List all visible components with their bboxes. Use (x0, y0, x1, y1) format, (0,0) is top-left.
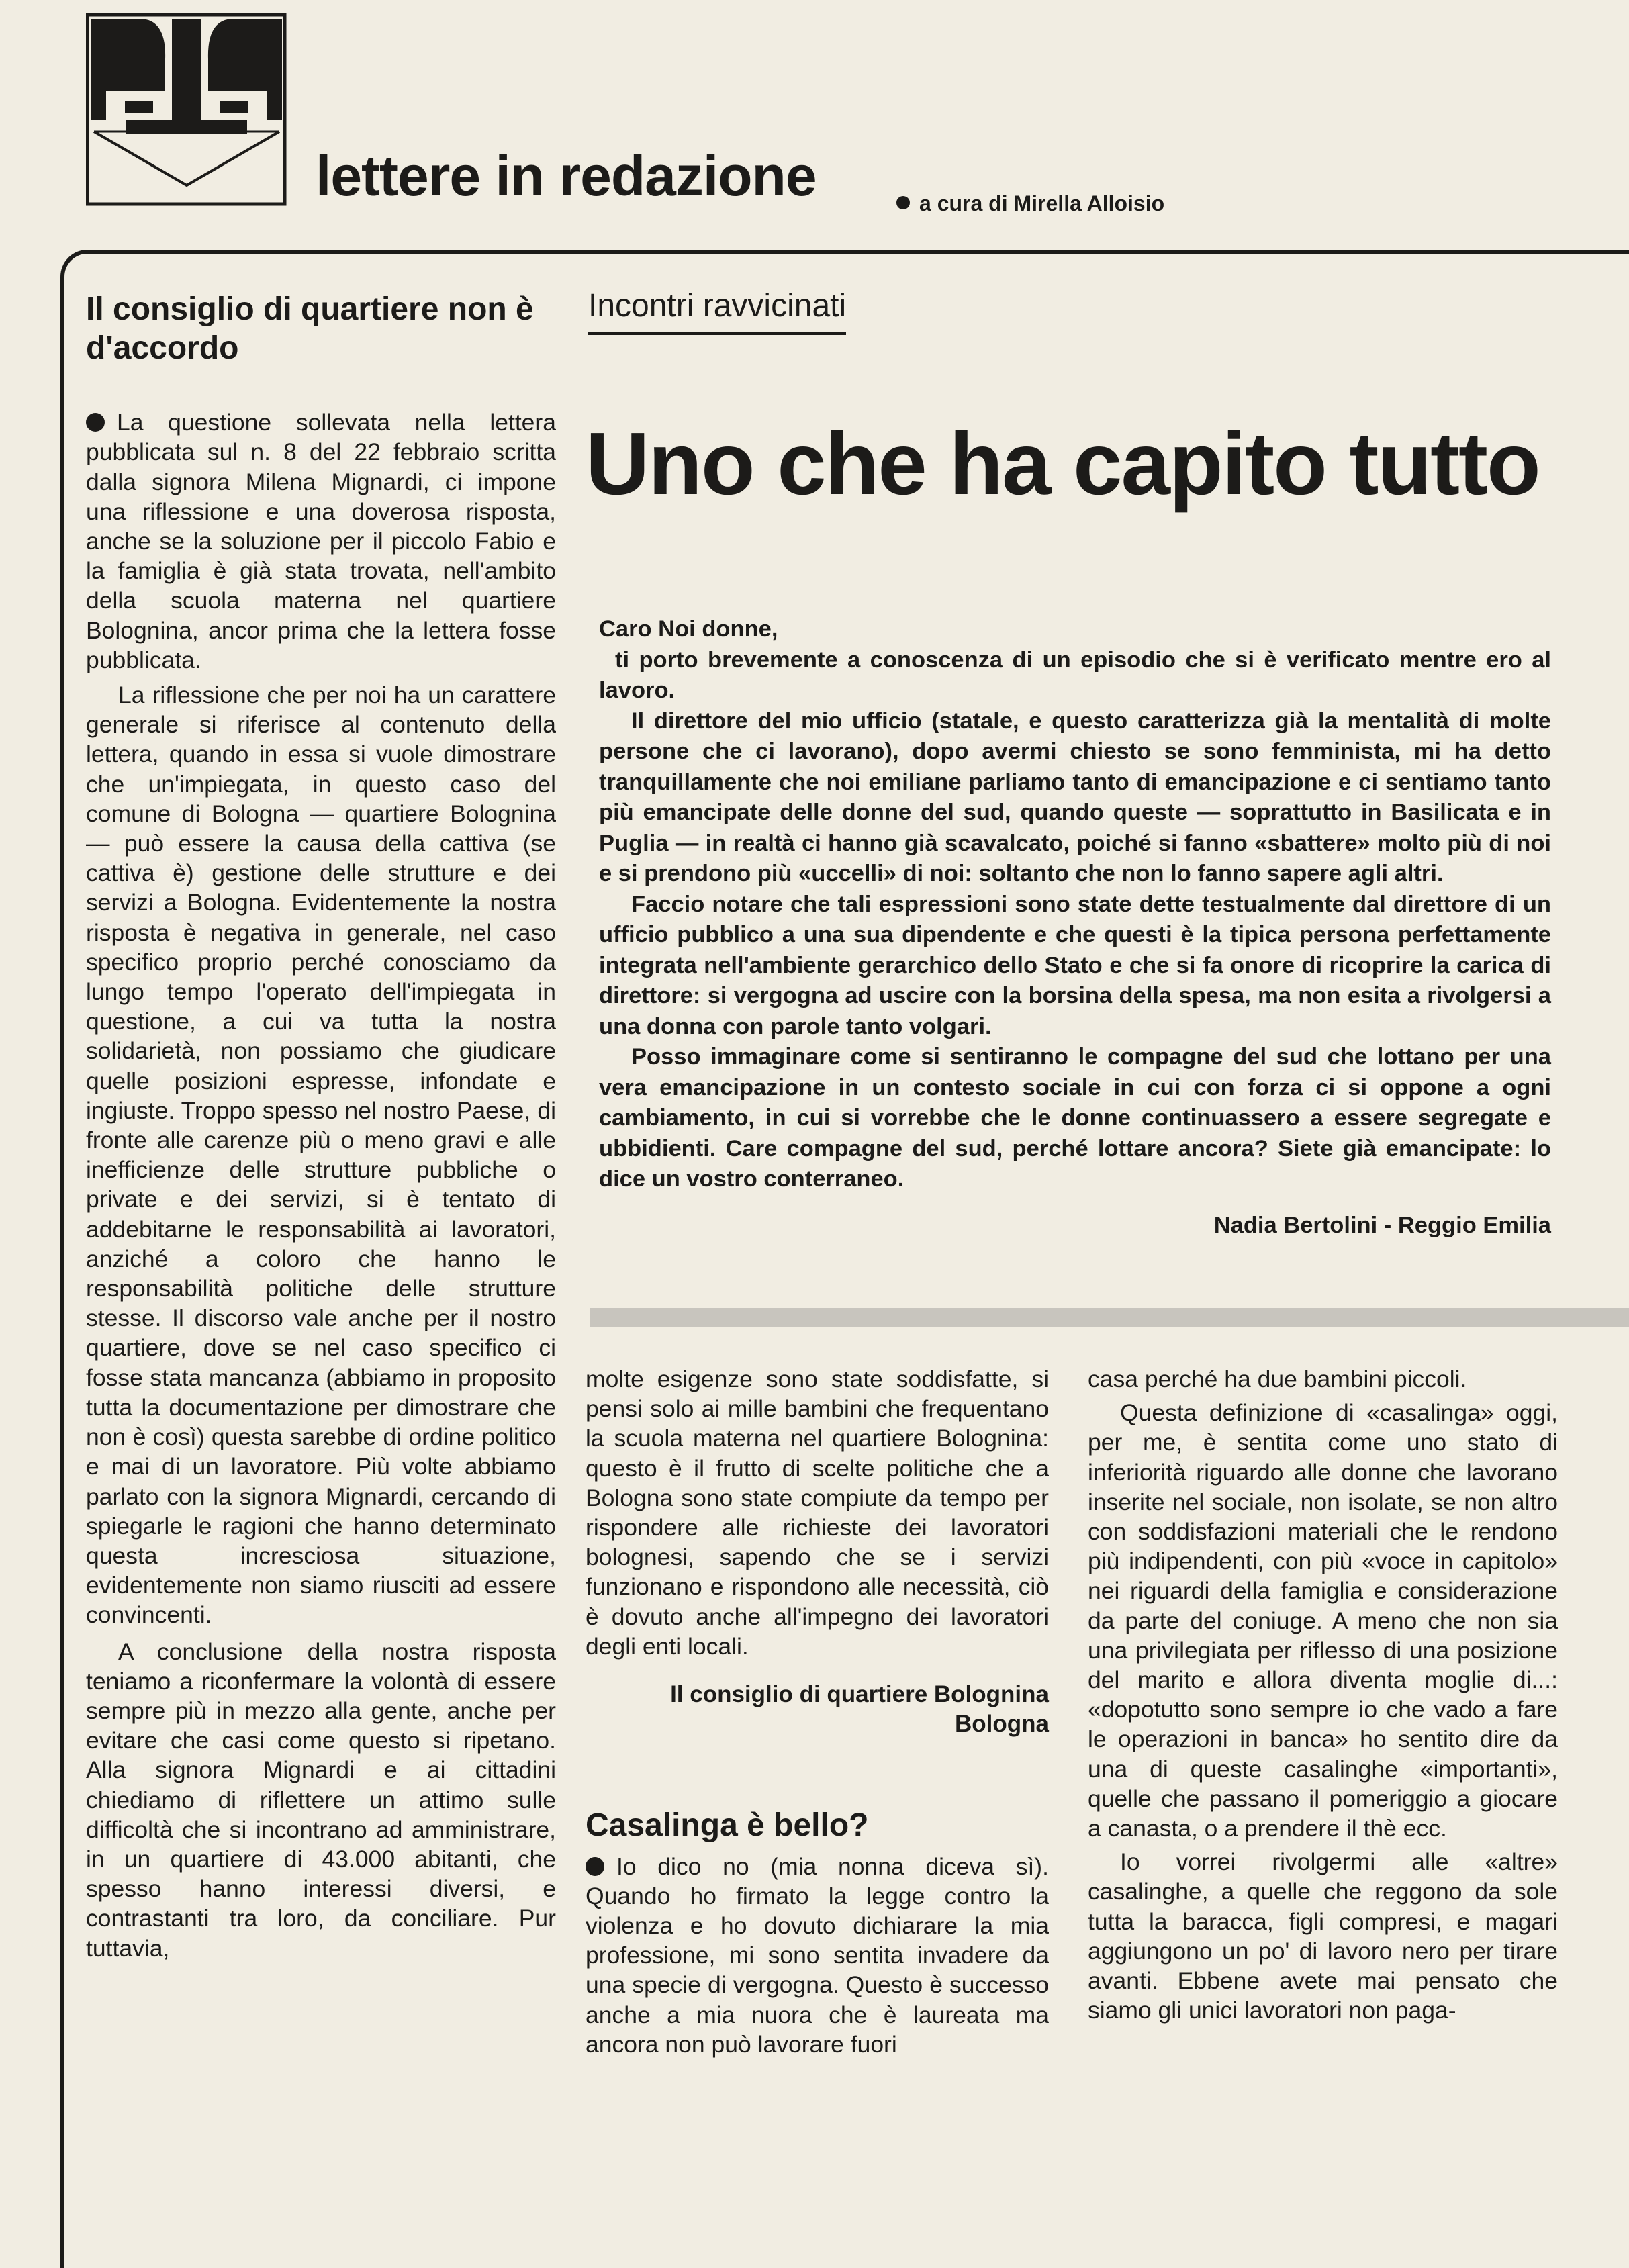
signature-line: Il consiglio di quartiere Bolognina (670, 1681, 1049, 1708)
feature-kicker: Incontri ravvicinati (588, 289, 846, 335)
bullet-icon (896, 196, 910, 209)
left-article-paragraph: La riflessione che per noi ha un carattere generale si riferisce al contenuto della lettera, quando in essa si vuole dimostrare che un'impiegata, in questo caso del comune di Bologna — quartiere Bolognina — può essere la causa della cattiva (se cattiva è) gestione delle strutture e dei servizi a Bologna. Evidentemente la nostra risposta è negativa in generale, nel caso specifico proprio perché conosciamo da lungo tempo l'operato dell'impiegata in questione, a cui va tutta la nostra solidarietà, non possiamo che giudicare quelle posizioni espresse, infondate e ingiuste. Troppo spesso nel nostro Paese, di fronte alle carenze più o meno gravi e alle inefficienze delle strutture pubbliche o private e dei servizi, si è tentato di addebitarne le responsabilità ai lavoratori, anziché a coloro che hanno le responsabilità politiche delle strutture stesse. Il discorso vale anche per il nostro quartiere, dove se nel caso specifico ci fosse stata mancanza (abbiamo in proposito tutta la documentazione per dimostrare che non è così) questa sarebbe di ordine politico e mai di un lavoratore. Più volte abbiamo parlato con la signora Mignardi, cercando di spiegarle le ragioni che hanno determinato questa incresciosa situazione, evidentemente non siamo riusciti ad essere convincenti. (86, 681, 556, 1629)
casalinga-paragraph: Io vorrei rivolgermi alle «altre» casalinghe, a quelle che reggono da sole tutta la baracca, figli compresi, e magari aggiungono un po' di lavoro nero per tirare avanti. Ebbene avete mai pensato che siamo gli unici lavoratori non paga- (1088, 1848, 1558, 2024)
casalinga-paragraph: Questa definizione di «casalinga» oggi, per me, è sentita come uno stato di inferiorità riguardo alle donne che lavorano inserite nel sociale, non isolate, se non altro con soddisfazioni materiali che le rendono più indipendenti, con più «voce in capitolo» nei riguardi della famiglia e considerazione da parte del coniuge. A meno che non sia una privilegiata per riflesso di una posizione del marito e allora diventa moglie di...: «dopotutto sono sempre io che vado a fare le operazioni in banca» ho sentito dire da una di queste casalinghe «importanti», quelle che passano il pomeriggio a giocare a canasta, o a prendere il thè ecc. (1088, 1399, 1558, 1842)
bullet-icon (86, 413, 105, 432)
right-column (1088, 1364, 1558, 2025)
casalinga-paragraph: casa perché ha due bambini piccoli. (1088, 1366, 1467, 1392)
letter-paragraph: Faccio notare che tali espressioni sono state dette testualmente dal direttore di un ufficio pubblico a una sua dipendente e che questi è la tipica persona perfettamente integrata nell'ambiente gerarchico dello Stato e che si fa onore di ricoprire la carica di direttore: si vergogna ad uscire con la borsina della spesa, ma non esita a rivolgersi a una donna con parole tanto volgari. (599, 891, 1551, 1039)
paragraph-text: La questione sollevata nella lettera pubblicata sul n. 8 del 22 febbraio scritta dalla signora Milena Mignardi, ci impone una riflessione e una doverosa risposta, anche se la soluzione per il piccolo Fabio e la famiglia è già stata trovata, nell'ambito della scuola materna nel quartiere Bolognina, ancor prima che la lettera fosse pubblicata. (86, 409, 556, 673)
letter-paragraph: ti porto brevemente a conoscenza di un episodio che si è verificato mentre ero al lavoro. (599, 647, 1551, 703)
paragraph-text: Io dico no (mia nonna diceva sì). Quando ho firmato la legge contro la violenza e ho dovuto dichiarare la mia professione, mi sono sentita invadere da una specie di vergogna. Questo è successo anche a mia nuora che è laureata ma ancora non può lavorare fuori (586, 1852, 1049, 2058)
curator-text: a cura di Mirella Alloisio (919, 191, 1165, 216)
letter-salutation: Caro Noi donne, (599, 616, 778, 642)
council-signature (586, 1680, 1049, 1739)
column-logo-icon (86, 12, 287, 207)
left-article (86, 290, 556, 1963)
feature-letter (599, 614, 1551, 1239)
letter-paragraph: Posso immaginare come si sentiranno le compagne del sud che lottano per una vera emancipazione in un contesto sociale in cui con forza ci si oppone a ogni cambiamento, in cui si vorrebbe che le donne continuassero a essere segregate e ubbidienti. Care compagne del sud, perché lottare ancora? Siete già emancipate: lo dice un vostro conterraneo. (599, 1044, 1551, 1192)
left-article-title: Il consiglio di quartiere non è d'accordo (86, 291, 534, 366)
casalinga-paragraph (586, 1852, 1049, 2059)
section-divider (590, 1308, 1629, 1327)
casalinga-title: Casalinga è bello? (586, 1807, 869, 1844)
feature-headline: Uno che ha capito tutto (586, 414, 1540, 513)
left-article-continuation: molte esigenze sono state soddisfatte, si pensi solo ai mille bambini che frequentano la scuola materna nel quartiere Bolognina: questo è il frutto di scelte politiche che a Bologna sono state compiute da tempo per rispondere alle richieste dei lavoratori bolognesi, sapendo che se i servizi funzionano e rispondono alle necessità, ciò è dovuto anche all'impegno dei lavoratori degli enti locali. (586, 1366, 1049, 1660)
curator-credit (896, 191, 1164, 216)
middle-column (586, 1364, 1049, 2059)
left-article-paragraph (86, 408, 556, 675)
section-title: lettere in redazione (316, 144, 817, 207)
letter-signature: Nadia Bertolini - Reggio Emilia (1213, 1212, 1551, 1238)
bullet-icon (586, 1857, 604, 1876)
signature-line: Bologna (955, 1711, 1049, 1738)
letter-paragraph: Il direttore del mio ufficio (statale, e questo caratterizza già la mentalità di molte persone che ci lavorano), dopo avermi chiesto se sono femminista, mi ha detto tranquillamente che noi emiliane parliamo tanto di emancipazione e ci sentiamo tanto più emancipate delle donne del sud, quando queste — soprattutto in Basilicata e in Puglia — in realtà ci hanno già scavalcato, poiché si fanno «sbattere» molto più di noi e si prendono più «uccelli» di noi: soltanto che non lo fanno sapere agli altri. (599, 708, 1551, 886)
left-article-paragraph: A conclusione della nostra risposta teniamo a riconfermare la volontà di essere sempre più in mezzo alla gente, anche per evitare che casi come questo si ripetano. Alla signora Mignardi e ai cittadini chiediamo di riflettere un attimo sulle difficoltà che si incontrano ad amministrare, in un quartiere di 43.000 abitanti, che spesso hanno interessi diversi, e contrastanti tra loro, da conciliare. Pur tuttavia, (86, 1638, 556, 1962)
